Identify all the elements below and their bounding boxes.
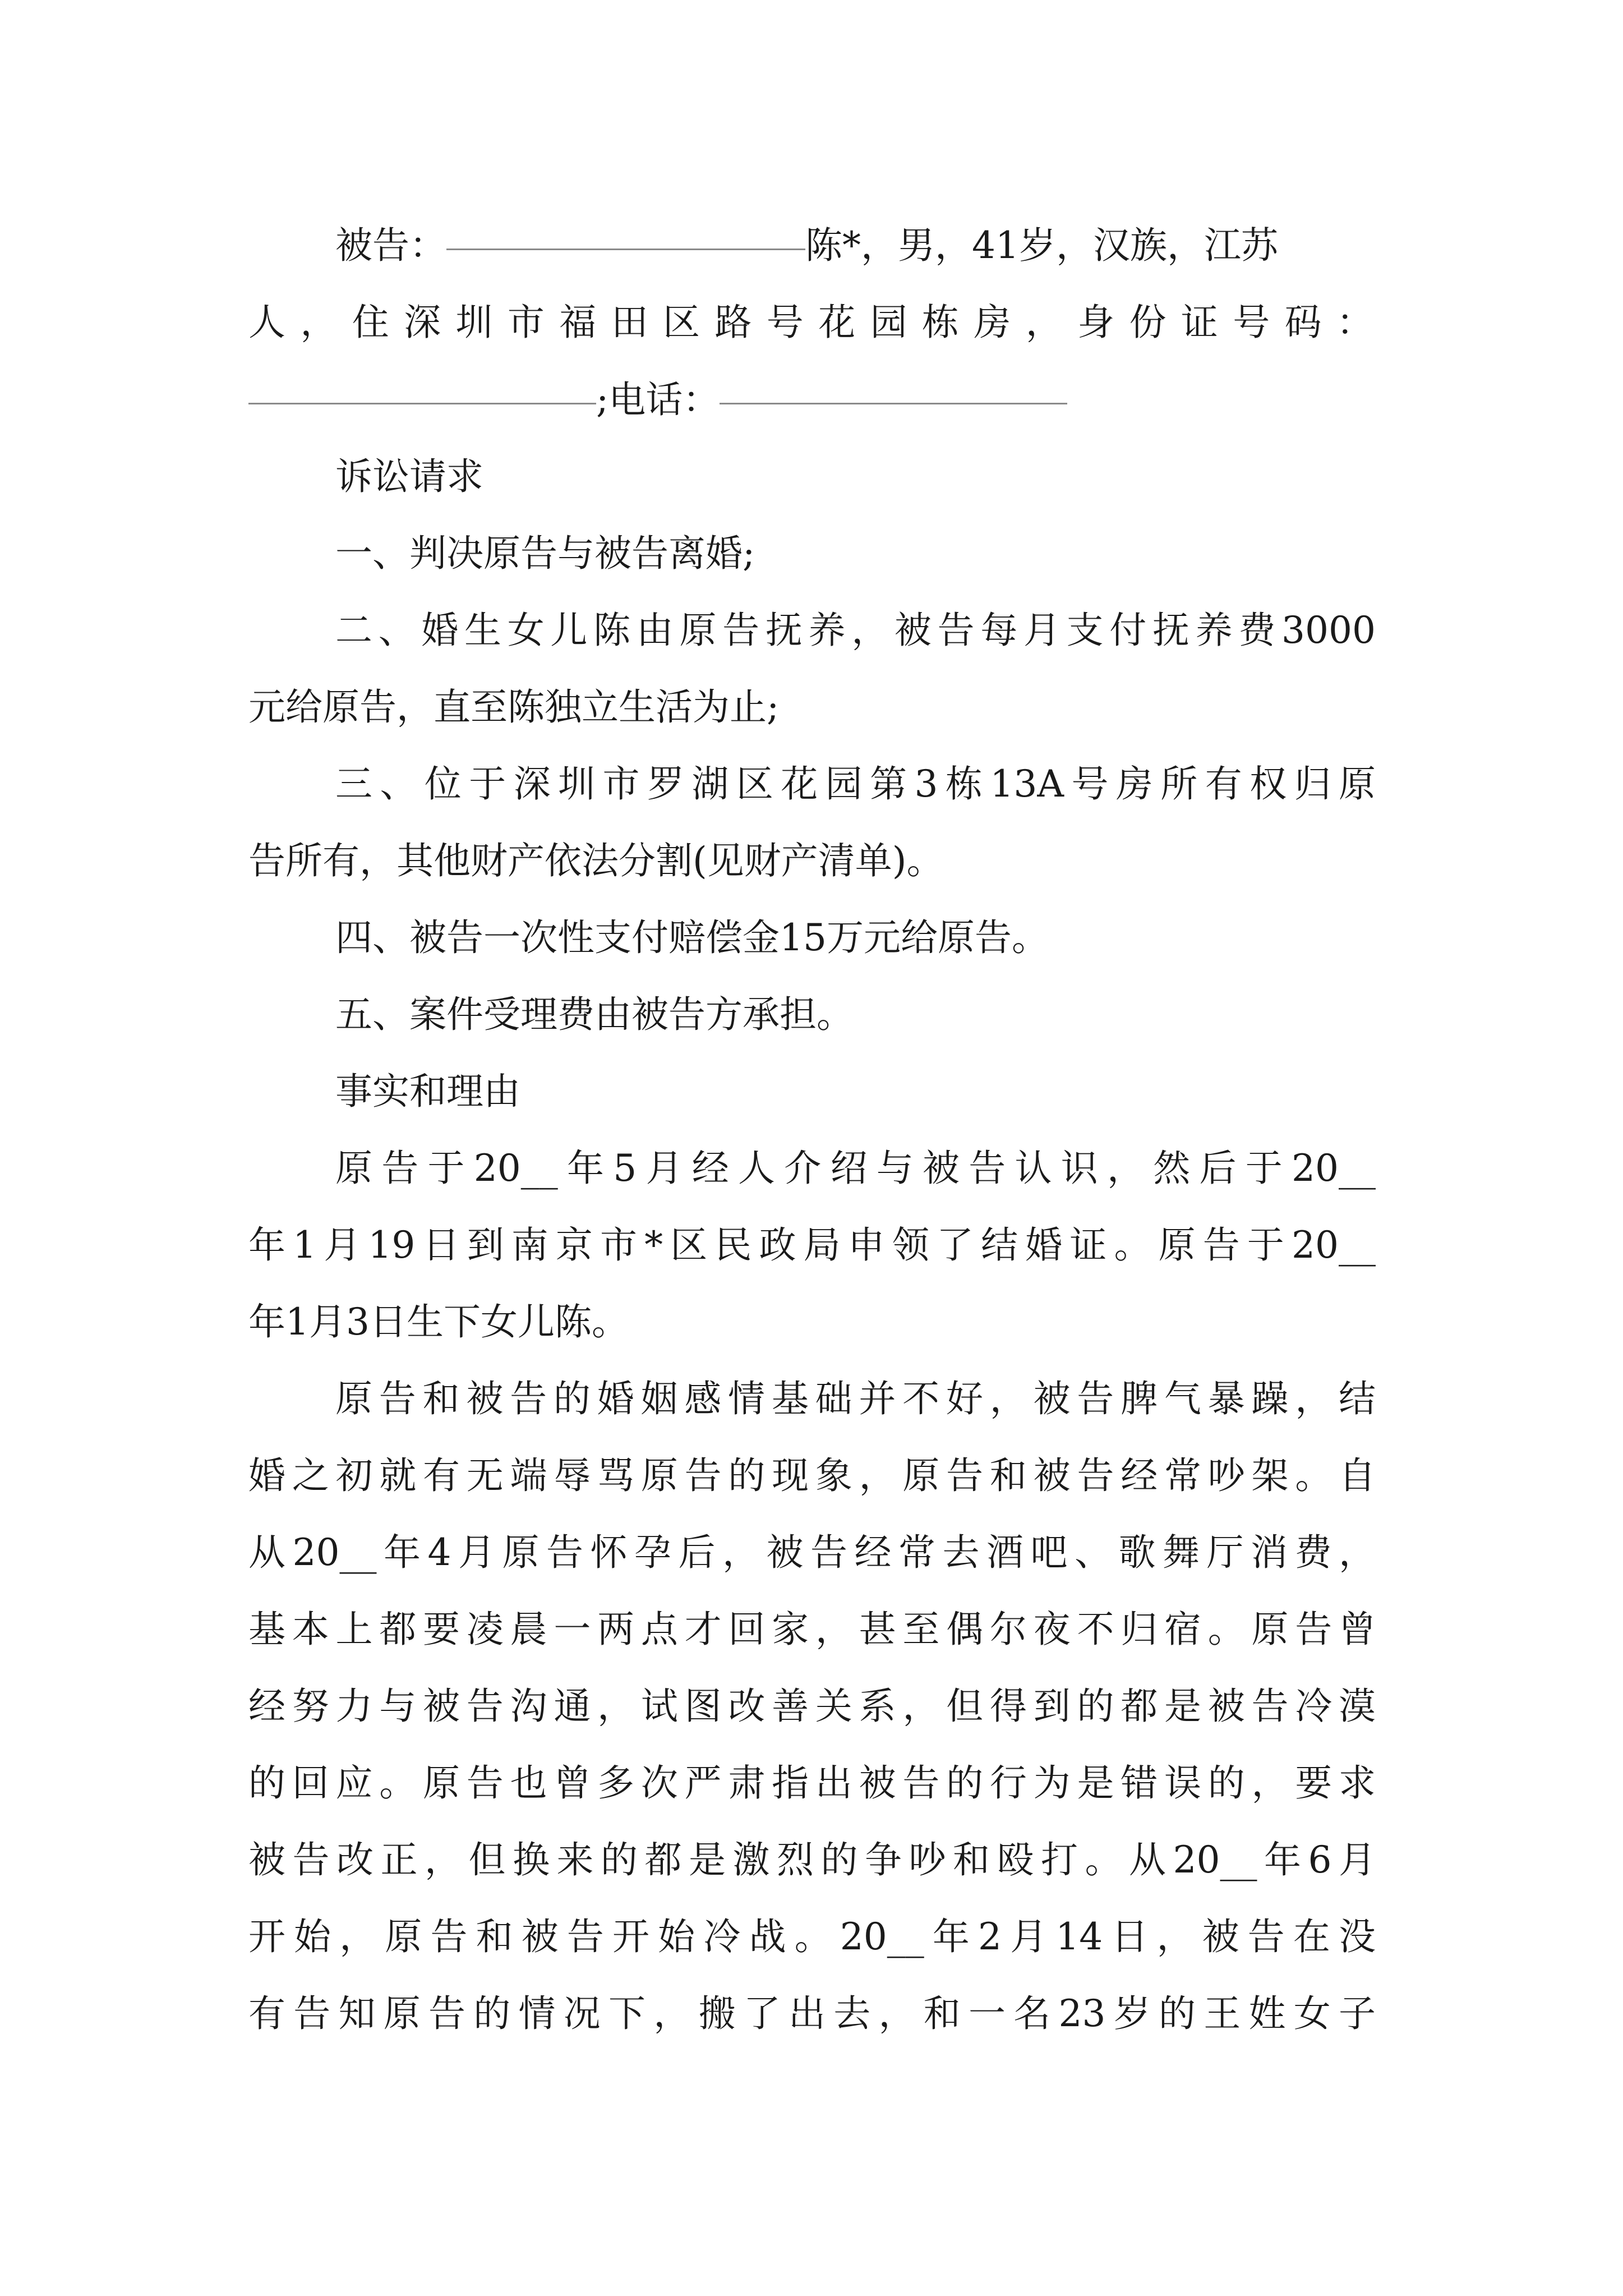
facts-p2-line-5: 经努力与被告沟通，试图改善关系，但得到的都是被告冷漠	[248, 1685, 1376, 1728]
claim-item-1: 一、判决原告与被告离婚;	[335, 532, 755, 575]
claim-item-3-line-2: 告所有，其他财产依法分割(见财产清单)。	[248, 839, 944, 882]
facts-p2-line-1: 原告和被告的婚姻感情基础并不好，被告脾气暴躁，结	[335, 1377, 1376, 1420]
facts-heading: 事实和理由	[335, 1070, 520, 1113]
facts-p2-line-2: 婚之初就有无端辱骂原告的现象，原告和被告经常吵架。自	[248, 1454, 1376, 1497]
facts-p1-line-3: 年1月3日生下女儿陈。	[248, 1300, 629, 1343]
claim-item-3-line-1: 三、位于深圳市罗湖区花园第3栋13A号房所有权归原	[335, 762, 1376, 806]
facts-p1-line-1: 原告于20__年5月经人介绍与被告认识，然后于20__	[335, 1147, 1376, 1190]
defendant-info: 陈*，男，41岁，汉族，江苏	[805, 224, 1278, 267]
facts-p1-line-2: 年1月19日到南京市*区民政局申领了结婚证。原告于20__	[248, 1223, 1376, 1267]
claims-heading: 诉讼请求	[335, 455, 483, 498]
defendant-address-line: 人，住深圳市福田区路号花园栋房，身份证号码：	[248, 301, 1376, 344]
claim-item-2-line-2: 元给原告，直至陈独立生活为止;	[248, 685, 780, 729]
name-blank	[446, 248, 805, 250]
facts-p2-line-6: 的回应。原告也曾多次严肃指出被告的行为是错误的，要求	[248, 1761, 1376, 1805]
facts-p2-line-3: 从20__年4月原告怀孕后，被告经常去酒吧、歌舞厅消费，	[248, 1531, 1376, 1574]
defendant-label: 被告：	[335, 224, 446, 267]
phone-label: ;电话：	[596, 378, 720, 421]
phone-blank	[720, 402, 1067, 404]
facts-p2-line-4: 基本上都要凌晨一两点才回家，甚至偶尔夜不归宿。原告曾	[248, 1608, 1376, 1651]
defendant-line	[335, 206, 1376, 285]
facts-p2-line-9: 有告知原告的情况下，搬了出去，和一名23岁的王姓女子	[248, 1992, 1376, 2035]
facts-p2-line-8: 开始，原告和被告开始冷战。20__年2月14日，被告在没	[248, 1915, 1376, 1958]
id-number-blank	[248, 402, 596, 404]
claim-item-4: 四、被告一次性支付赔偿金15万元给原告。	[335, 916, 1049, 959]
facts-p2-line-7: 被告改正，但换来的都是激烈的争吵和殴打。从20__年6月	[248, 1838, 1376, 1881]
defendant-id-line	[248, 361, 1376, 439]
claim-item-5: 五、案件受理费由被告方承担。	[335, 993, 854, 1036]
claim-item-2-line-1: 二、婚生女儿陈由原告抚养，被告每月支付抚养费3000	[335, 609, 1376, 652]
